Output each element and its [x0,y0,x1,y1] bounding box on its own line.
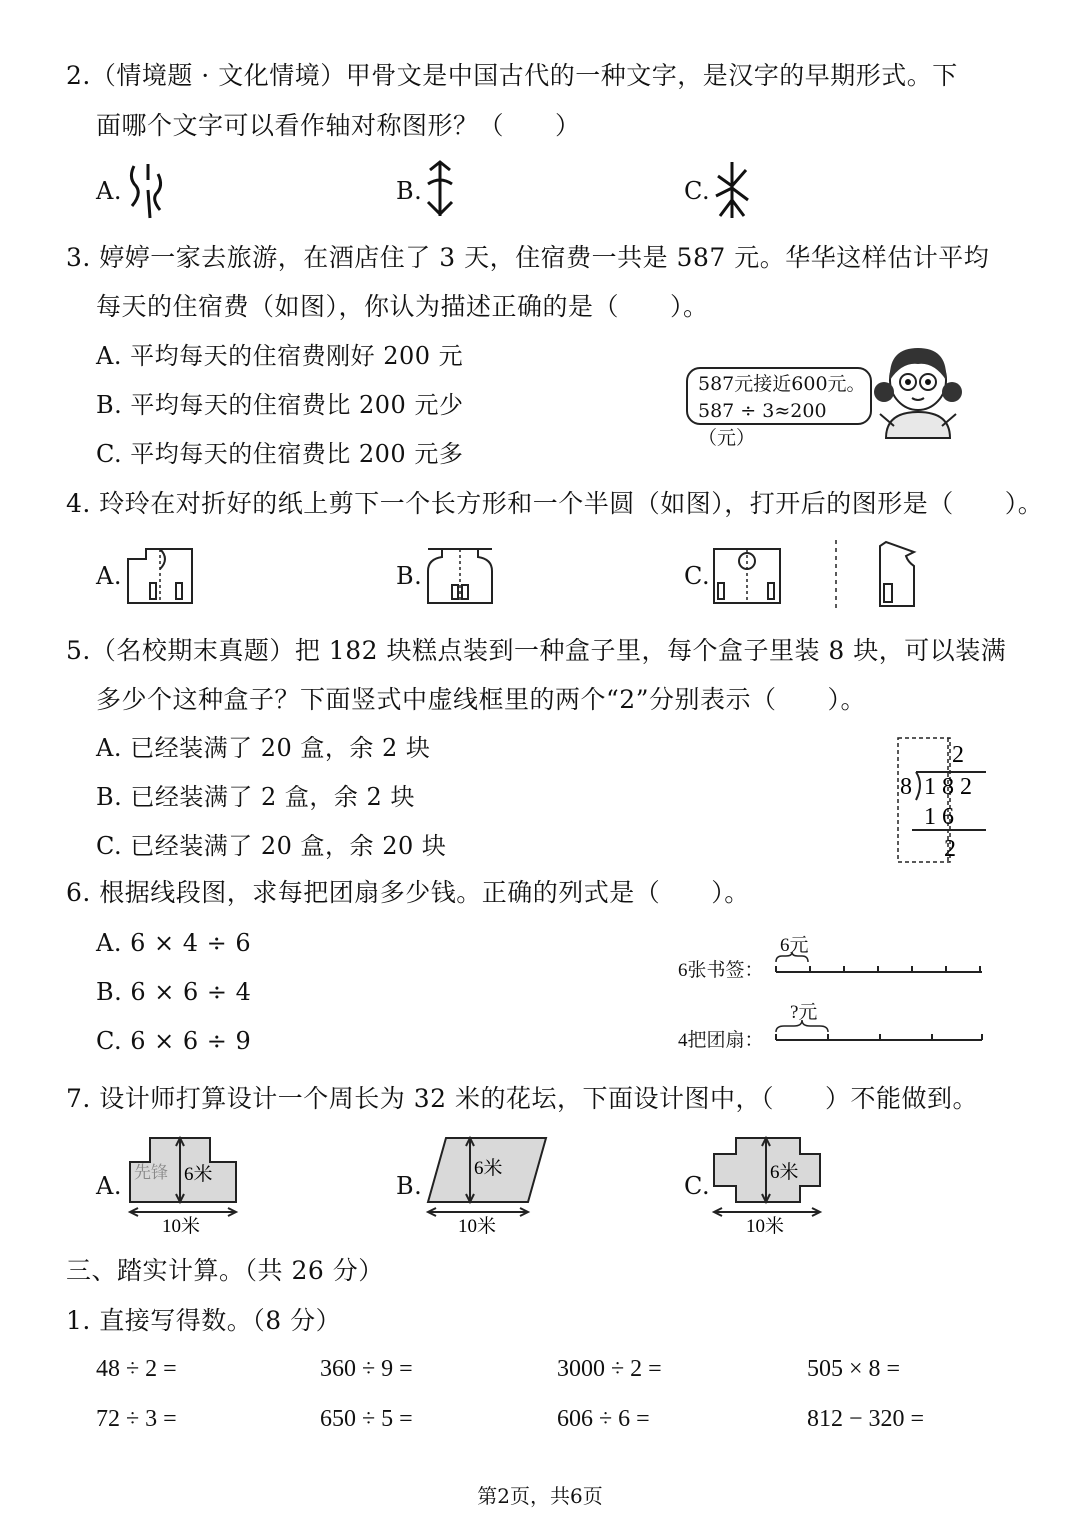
q4-text: 4. 玲玲在对折好的纸上剪下一个长方形和一个半圆（如图），打开后的图形是（ ）。 [66,489,1044,518]
calc-r2-c3: 606 ÷ 6 = [557,1406,650,1432]
q3-option-c[interactable]: C. 平均每天的住宿费比 200 元多 [96,440,464,468]
oracle-glyph-a-icon [126,160,166,224]
q3-line2: 每天的住宿费（如图），你认为描述正确的是（ ）。 [96,292,709,321]
section3-title: 三、踏实计算。（共 26 分） [66,1256,384,1285]
width-label-b: 10米 [458,1216,497,1236]
oracle-glyph-c-icon [710,160,754,222]
watermark: 先锋 [134,1163,168,1182]
q5-option-a[interactable]: A. 已经装满了 20 盒，余 2 块 [96,734,431,762]
q2-option-b[interactable]: B. [396,177,423,205]
q2-option-c[interactable]: C. [684,177,711,205]
segment-2-diagram [770,1018,986,1048]
speech-bubble [686,367,872,449]
q5-option-b[interactable]: B. 已经装满了 2 盒，余 2 块 [96,783,415,811]
q3-line1: 3. 婷婷一家去旅游，在酒店住了 3 天，住宿费一共是 587 元。华华这样估计平均 [66,243,990,272]
q6-text: 6. 根据线段图，求每把团扇多少钱。正确的列式是（ ）。 [66,878,750,907]
division-product: 16 [924,804,960,830]
shape-option-c-icon [710,545,784,607]
division-dividend: 182 [924,774,978,800]
segment-1-value: 6元 [780,935,809,956]
folded-paper-icon [828,536,928,612]
division-remainder: 2 [944,836,956,862]
q5-line2: 多少个这种盒子？下面竖式中虚线框里的两个“2”分别表示（ ）。 [96,685,866,714]
q6-option-c[interactable]: C. 6 × 6 ÷ 9 [96,1027,252,1055]
q4-option-c[interactable]: C. [684,562,711,590]
q7-option-b[interactable]: B. [396,1172,423,1200]
segment-1-label: 6张书签： [678,960,764,981]
q5-line1: 5.（名校期末真题）把 182 块糕点装到一种盒子里，每个盒子里装 8 块，可以装满 [66,636,1007,665]
calc-r2-c2: 650 ÷ 5 = [320,1406,413,1432]
flowerbed-a-icon [124,1132,244,1236]
height-label-b: 6米 [474,1158,503,1179]
segment-1-diagram [770,950,986,980]
q2-line2: 面哪个文字可以看作轴对称图形？（ ） [96,111,581,140]
shape-option-a-icon [124,545,198,607]
calc-r1-c1: 48 ÷ 2 = [96,1356,177,1382]
dashed-box-icon [898,738,950,862]
page-footer: 第2页，共6页 [477,1484,603,1508]
calc-r2-c4: 812 − 320 = [807,1406,925,1432]
calc-r1-c4: 505 × 8 = [807,1356,901,1382]
calc-r1-c2: 360 ÷ 9 = [320,1356,413,1382]
q3-option-b[interactable]: B. 平均每天的住宿费比 200 元少 [96,391,464,419]
q6-option-b[interactable]: B. 6 × 6 ÷ 4 [96,978,252,1006]
bubble-line1: 587元接近600元。 [698,373,866,395]
q2-option-a[interactable]: A. [96,177,122,205]
flowerbed-c-icon [710,1132,830,1236]
q2-line1: 2.（情境题 · 文化情境）甲骨文是中国古代的一种文字，是汉字的早期形式。下 [66,61,958,90]
q7-option-a[interactable]: A. [96,1172,122,1200]
calc-r2-c1: 72 ÷ 3 = [96,1406,177,1432]
section3-sub1: 1. 直接写得数。（8 分） [66,1306,342,1335]
height-label-a: 6米 [184,1164,213,1185]
long-division [888,734,992,866]
q6-option-a[interactable]: A. 6 × 4 ÷ 6 [96,929,252,957]
shape-option-b-icon [424,545,498,607]
flowerbed-b-icon [424,1132,552,1236]
division-divisor: 8 [900,774,912,800]
segment-2-value: ?元 [790,1002,818,1023]
bubble-line2: 587 ÷ 3≈200（元） [698,400,827,449]
calc-r1-c3: 3000 ÷ 2 = [557,1356,662,1382]
width-label-a: 10米 [162,1216,201,1236]
q4-option-a[interactable]: A. [96,562,122,590]
segment-2-label: 4把团扇： [678,1030,764,1051]
q4-option-b[interactable]: B. [396,562,423,590]
oracle-glyph-b-icon [420,158,460,222]
division-quotient: 2 [952,742,964,768]
q7-text: 7. 设计师打算设计一个周长为 32 米的花坛，下面设计图中，（ ）不能做到。 [66,1084,979,1113]
q7-option-c[interactable]: C. [684,1172,711,1200]
height-label-c: 6米 [770,1162,799,1183]
width-label-c: 10米 [746,1216,785,1236]
q5-option-c[interactable]: C. 已经装满了 20 盒，余 20 块 [96,832,447,860]
q3-option-a[interactable]: A. 平均每天的住宿费刚好 200 元 [96,342,464,370]
girl-avatar-icon [868,340,968,450]
